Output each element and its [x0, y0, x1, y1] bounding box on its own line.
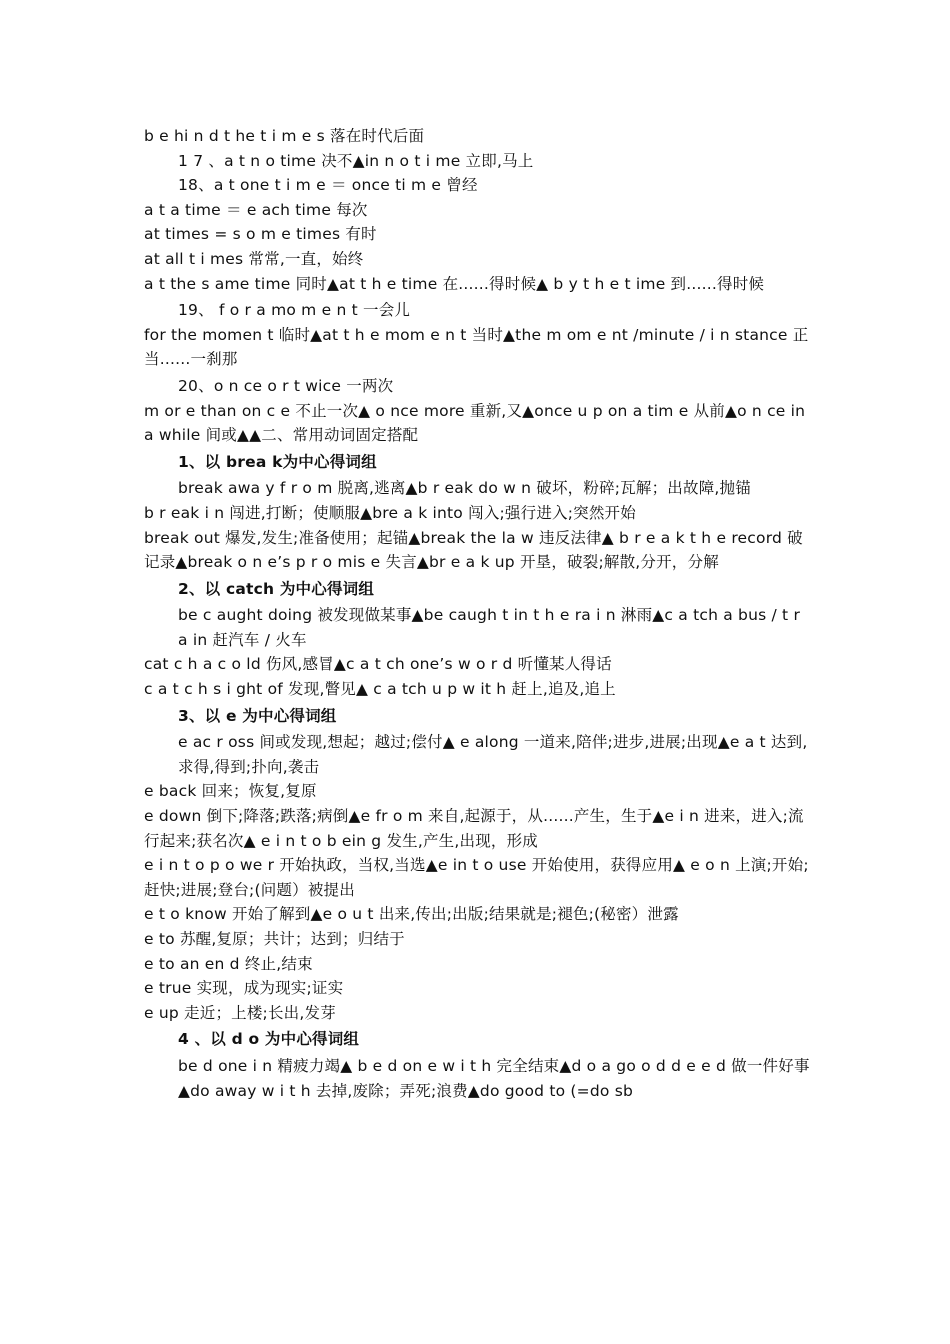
text-line: m or e than on c e 不止一次▲ o nce more 重新,又▲once u p on a tim e 从前▲o n ce in a while 间或▲▲二、常用动词固定搭配	[144, 401, 806, 445]
section-heading: 4 、以 d o 为中心得词组	[178, 1030, 360, 1049]
section-heading: 3、以 e 为中心得词组	[178, 706, 337, 725]
text-line: e back 回来；恢复,复原	[144, 782, 317, 801]
text-line: 18、a t one t i m e ＝ once ti m e 曾经	[178, 176, 478, 195]
section-heading: 1、以 brea k为中心得词组	[178, 452, 377, 471]
text-line: at all t i mes 常常,一直，始终	[144, 249, 364, 268]
document-page	[144, 124, 810, 1103]
text-line: e true 实现，成为现实;证实	[144, 979, 344, 998]
text-line: 19、 f o r a mo m e n t 一会儿	[178, 301, 411, 320]
text-line: at times = s o m e times 有时	[144, 225, 377, 244]
text-line: a t the s ame time 同时▲at t h e time 在......得时候▲ b y t h e t ime 到......得时候	[144, 274, 765, 293]
text-line: be d one i n 精疲力竭▲ b e d on e w i t h 完全结束▲d o a go o d d e e d 做一件好事▲do away w i t h 去掉,废除；弄死;浪费▲do good to (=do sb	[178, 1056, 810, 1100]
text-line: e i n t o p o we r 开始执政，当权,当选▲e in t o use 开始使用，获得应用▲ e o n 上演;开始;赶快;进展;登台;(问题）被提出	[144, 856, 809, 899]
text-line: e up 走近；上楼;长出,发芽	[144, 1003, 336, 1022]
text-line: e t o know 开始了解到▲e o u t 出来,传出;出版;结果就是;褪色;(秘密）泄露	[144, 905, 679, 924]
text-line: e to 苏醒,复原；共计；达到；归结于	[144, 930, 405, 948]
text-line: for the momen t 临时▲at t h e mom e n t 当时▲the m om e nt /minute / i n stance 正当......一刹那	[144, 325, 809, 369]
text-line: e ac r oss 间或发现,想起；越过;偿付▲ e along 一道来,陪伴;进步,进展;出现▲e a t 达到,求得,得到;扑向,袭击	[178, 733, 808, 776]
section-heading: 2、以 catch 为中心得词组	[178, 579, 375, 598]
text-line: a t a time ＝ e ach time 每次	[144, 200, 368, 219]
text-line: cat c h a c o ld 伤风,感冒▲c a t ch one’s w o r d 听懂某人得话	[144, 655, 612, 674]
text-line: break awa y f r o m 脱离,逃离▲b r eak do w n 破坏，粉碎;瓦解；出故障,抛锚	[178, 479, 751, 498]
text-line: be c aught doing 被发现做某事▲be caugh t in t h e ra i n 淋雨▲c a tch a bus / t r a in 赶汽车 / 火车	[178, 606, 801, 649]
text-line: e to an en d 终止,结束	[144, 954, 313, 973]
text-line: c a t c h s i ght of 发现,瞥见▲ c a tch u p w it h 赶上,追及,追上	[144, 680, 616, 699]
text-line: break out 爆发,发生;准备使用；起锚▲break the la w 违反法律▲ b r e a k t h e record 破记录▲break o n e’s p r o mis e 失言▲br e a k up 开垦，破裂;解散,分开，分解	[144, 528, 803, 572]
text-line: 20、o n ce o r t wice 一两次	[178, 376, 394, 395]
text-line: 1 7 、a t n o time 决不▲in n o t i me 立即,马上	[178, 151, 534, 170]
text-line: b e hi n d t he t i m e s 落在时代后面	[144, 127, 425, 145]
text-line: e down 倒下;降落;跌落;病倒▲e fr o m 来自,起源于，从......产生，生于▲e i n 进来，进入;流行起来;获名次▲ e i n t o b ein g 发生,产生,出现，形成	[144, 807, 804, 850]
text-line: b r eak i n 闯进,打断；使顺服▲bre a k into 闯入;强行进入;突然开始	[144, 503, 636, 522]
